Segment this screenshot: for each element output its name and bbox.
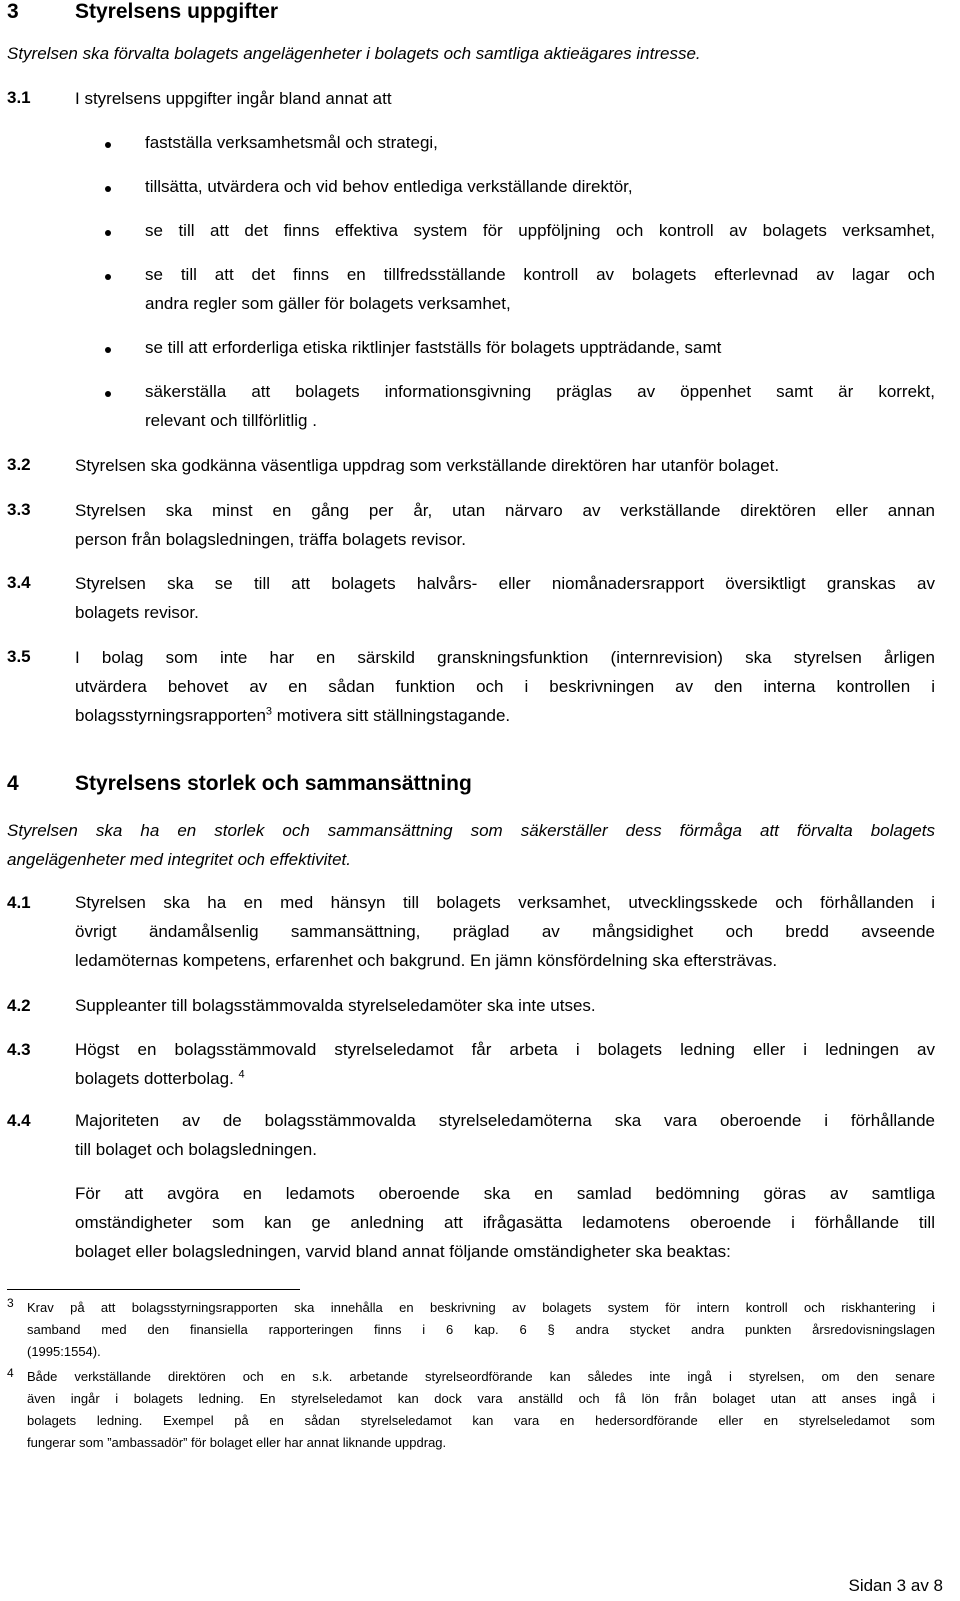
- para-3-4-number: 3.4: [7, 573, 31, 592]
- bullet-item-continuation: andra regler som gäller för bolagets verksamhet,: [145, 294, 511, 313]
- footnote-ref-3: 3: [265, 705, 273, 718]
- page-number: Sidan 3 av 8: [848, 1576, 943, 1595]
- para-4-2-text: Suppleanter till bolagsstämmovalda styrelseledamöter ska inte utses.: [75, 996, 596, 1015]
- para-3-5-text: motivera sitt ställningstagande.: [272, 706, 511, 725]
- para-3-2-text: Styrelsen ska godkänna väsentliga uppdrag som verkställande direktören har utanför bolaget.: [75, 456, 780, 475]
- para-4-1-number: 4.1: [7, 893, 31, 912]
- bullet-item-continuation: relevant och tillförlitlig .: [145, 411, 317, 430]
- para-3-4-line: bolagets revisor.: [75, 603, 199, 622]
- para-4-4-number: 4.4: [7, 1111, 31, 1130]
- para-3-4-line: Styrelsen ska se till att bolagets halvårs- eller niomånadersrapport översiktligt granskas av: [75, 574, 935, 593]
- bullet-dot: [105, 186, 111, 192]
- footnote-4-line: Både verkställande direktören och en s.k. arbetande styrelseordförande kan således inte ingå i styrelsen, om den senare: [27, 1369, 935, 1384]
- bullet-dot: [105, 230, 111, 236]
- section-3-title: Styrelsens uppgifter: [75, 0, 279, 23]
- bullet-item: tillsätta, utvärdera och vid behov entlediga verkställande direktör,: [145, 177, 633, 196]
- footnote-4-number: 4: [7, 1366, 14, 1380]
- bullet-dot: [105, 347, 111, 353]
- para-3-3-number: 3.3: [7, 500, 31, 519]
- section-4-number: 4: [7, 772, 19, 795]
- footnote-3-line: Krav på att bolagsstyrningsrapporten ska innehålla en beskrivning av bolagets system för intern kontroll och riskhantering i: [27, 1300, 935, 1315]
- bullet-dot: [105, 274, 111, 280]
- para-3-5-line: [75, 701, 935, 730]
- para-4-4-continuation: bolaget eller bolagsledningen, varvid bland annat följande omständigheter ska beaktas:: [75, 1242, 731, 1261]
- bullet-item: säkerställa att bolagets informationsgivning präglas av öppenhet samt är korrekt,: [145, 382, 935, 401]
- para-4-1-line: övrigt ändamålsenlig sammansättning, präglad av mångsidighet och bredd avseende: [75, 922, 935, 941]
- para-3-5-line: I bolag som inte har en särskild granskningsfunktion (internrevision) ska styrelsen årligen: [75, 648, 935, 667]
- para-4-3-line: Högst en bolagsstämmovald styrelseledamot får arbeta i bolagets ledning eller i ledningen av: [75, 1040, 935, 1059]
- para-4-1-line: Styrelsen ska ha en med hänsyn till bolagets verksamhet, utvecklingsskede och förhållanden i: [75, 893, 935, 912]
- bullet-dot: [105, 391, 111, 397]
- section-4-intro: Styrelsen ska ha en storlek och sammansättning som säkerställer dess förmåga att förvalta bolagets: [7, 821, 935, 840]
- para-3-3-line: person från bolagsledningen, träffa bolagets revisor.: [75, 530, 466, 549]
- para-4-4-line: till bolaget och bolagsledningen.: [75, 1140, 317, 1159]
- footnote-4-line: även ingår i bolagets ledning. En styrelseledamot kan dock vara anställd och få lön från bolaget utan att anses ingå i: [27, 1391, 935, 1406]
- para-3-5-number: 3.5: [7, 647, 31, 666]
- footnote-ref-4: 4: [238, 1068, 245, 1081]
- section-4-intro: angelägenheter med integritet och effektivitet.: [7, 850, 351, 869]
- footnote-separator: [7, 1289, 300, 1290]
- para-4-4-continuation: För att avgöra en ledamots oberoende ska en samlad bedömning göras av samtliga: [75, 1184, 935, 1203]
- bullet-item: se till att erforderliga etiska riktlinjer fastställs för bolagets uppträdande, samt: [145, 338, 722, 357]
- bullet-item: se till att det finns effektiva system för uppföljning och kontroll av bolagets verksamhet,: [145, 221, 935, 240]
- footnote-4-line: bolagets ledning. Exempel på en sådan styrelseledamot kan vara en hedersordförande eller en styrelseledamot som: [27, 1413, 935, 1428]
- footnote-4-line: fungerar som ”ambassadör” för bolaget eller har annat liknande uppdrag.: [27, 1435, 447, 1450]
- bullet-item: se till att det finns en tillfredsställande kontroll av bolagets efterlevnad av lagar och: [145, 265, 935, 284]
- para-4-3-line: [75, 1064, 935, 1093]
- bullet-dot: [105, 142, 111, 148]
- para-3-1-number: 3.1: [7, 88, 31, 107]
- para-4-2-number: 4.2: [7, 996, 31, 1015]
- para-3-2-number: 3.2: [7, 455, 31, 474]
- para-3-5-line: utvärdera behovet av en sådan funktion och i beskrivningen av den interna kontrollen i: [75, 677, 935, 696]
- section-3-number: 3: [7, 0, 19, 23]
- footnote-3-number: 3: [7, 1296, 14, 1310]
- para-4-3-text: bolagets dotterbolag.: [75, 1069, 234, 1088]
- para-4-4-continuation: omständigheter som kan ge anledning att ifrågasätta ledamotens oberoende i förhållande till: [75, 1213, 935, 1232]
- para-3-5-text: bolagsstyrningsrapporten: [75, 706, 266, 725]
- footnote-3-line: samband med den finansiella rapporteringen finns i 6 kap. 6 § andra stycket andra punkten årsredovisningslagen: [27, 1322, 935, 1337]
- para-4-1-line: ledamöternas kompetens, erfarenhet och bakgrund. En jämn könsfördelning ska eftersträvas.: [75, 951, 778, 970]
- footnote-3-line: (1995:1554).: [27, 1344, 101, 1359]
- para-3-1-text: I styrelsens uppgifter ingår bland annat att: [75, 89, 392, 108]
- para-4-4-line: Majoriteten av de bolagsstämmovalda styrelseledamöterna ska vara oberoende i förhållande: [75, 1111, 935, 1130]
- para-4-3-number: 4.3: [7, 1040, 31, 1059]
- para-3-3-line: Styrelsen ska minst en gång per år, utan närvaro av verkställande direktören eller annan: [75, 501, 935, 520]
- bullet-item: fastställa verksamhetsmål och strategi,: [145, 133, 438, 152]
- section-3-intro: Styrelsen ska förvalta bolagets angelägenheter i bolagets och samtliga aktieägares intresse.: [7, 44, 701, 63]
- section-4-title: Styrelsens storlek och sammansättning: [75, 772, 472, 795]
